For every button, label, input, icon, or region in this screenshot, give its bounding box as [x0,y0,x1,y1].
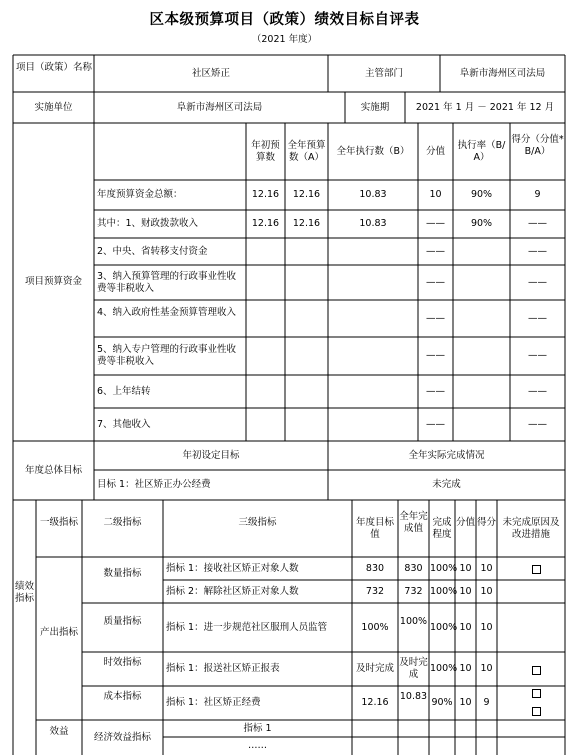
ind-header-completion: 完成程度 [432,517,452,540]
funds-executed: 10.83 [359,189,387,200]
ind-row-completion: 100% [430,586,458,597]
funds-score: —— [528,386,547,397]
funds-score: —— [528,218,547,229]
funds-score: —— [528,419,547,430]
funds-row-label: 3、纳入预算管理的行政事业性收费等非税收入 [97,271,237,294]
ind-benefit-label: 效益 [49,726,69,737]
ind-row-actual: 100% [399,616,428,627]
funds-full-year: 12.16 [292,189,321,200]
dept-label: 主管部门 [364,68,403,79]
reason-checkbox [532,565,541,574]
goals-actual-value: 未完成 [432,479,461,490]
reason-checkbox [532,666,541,675]
period-label: 实施期 [360,102,390,113]
funds-score: —— [528,313,547,324]
ind-row-actual: 及时完成 [399,657,428,680]
funds-row-label: 5、纳入专户管理的行政事业性收费等非税收入 [97,344,237,367]
header-executed: 全年执行数（B） [336,146,410,157]
funds-row-label: 其中：1、财政拨款收入 [97,218,199,229]
ind-row-completion: 100% [430,663,458,674]
ind-header-reason: 未完成原因及改进措施 [502,517,560,540]
funds-section-label: 项目预算资金 [24,276,82,287]
ind-row-score-value: 10 [459,622,472,633]
funds-score: —— [528,350,547,361]
ind-row-target: 830 [365,563,385,574]
period-value: 2021 年 1 月 － 2021 年 12 月 [415,102,555,113]
funds-score-value: —— [426,419,445,430]
ind-header-level3: 三级指标 [238,517,277,528]
funds-score-value: —— [426,246,445,257]
ind-row-target: 及时完成 [355,663,394,674]
ind-row-score: 10 [480,663,493,674]
goals-actual-header: 全年实际完成情况 [408,450,485,461]
ind-economic-row: …… [248,740,267,751]
ind-row-name: 指标 1：接收社区矫正对象人数 [166,563,299,574]
ind-row-target: 732 [365,586,385,597]
unit-value: 阜新市海州区司法局 [176,102,263,113]
ind-row-actual: 732 [404,586,423,597]
funds-score: 9 [534,189,541,200]
ind-header-level2: 二级指标 [103,517,142,528]
reason-checkbox [532,689,541,698]
funds-full-year: 12.16 [292,218,321,229]
ind-row-score: 10 [480,586,493,597]
ind-header-actual: 全年完成值 [399,511,428,534]
ind-section-label: 绩效指标 [14,581,34,604]
funds-initial: 12.16 [251,218,280,229]
ind-economic-row: 指标 1 [243,723,272,734]
ind-quantity-label: 数量指标 [103,568,142,579]
funds-score-value: 10 [429,189,442,200]
ind-row-target: 100% [361,622,389,633]
funds-score: —— [528,277,547,288]
ind-cost-label: 成本指标 [103,691,142,702]
ind-row-score: 10 [480,622,493,633]
header-full-year-budget: 全年预算数（A） [287,140,326,163]
ind-header-target: 年度目标值 [355,517,394,540]
header-score: 得分（分值*B/A） [511,134,564,157]
ind-row-score-value: 10 [459,563,472,574]
funds-score-value: —— [426,277,445,288]
report-title: 区本级预算项目（政策）绩效目标自评表 [149,12,420,28]
goals-section-label: 年度总体目标 [24,465,82,476]
ind-row-score-value: 10 [459,697,472,708]
funds-executed: 10.83 [359,218,387,229]
report-year: （2021 年度） [251,34,318,45]
funds-score-value: —— [426,386,445,397]
ind-row-score: 10 [480,563,493,574]
header-score-value: 分值 [425,146,445,157]
goals-initial-value: 目标 1：社区矫正办公经费 [97,479,211,490]
funds-rate: 90% [470,189,493,200]
ind-row-score: 9 [483,697,490,708]
goals-initial-header: 年初设定目标 [182,450,240,461]
funds-row-label: 年度预算资金总额： [97,189,183,200]
funds-score-value: —— [426,350,445,361]
ind-row-name: 指标 1：进一步规范社区服刑人员监管 [166,622,328,633]
funds-rate: 90% [470,218,493,229]
unit-label: 实施单位 [34,102,73,113]
ind-output-label: 产出指标 [39,627,78,638]
ind-row-score-value: 10 [459,586,472,597]
ind-row-name: 指标 1：报送社区矫正报表 [166,663,280,674]
ind-row-completion: 100% [430,622,458,633]
project-name: 社区矫正 [191,68,230,79]
funds-row-label: 7、其他收入 [97,419,151,430]
ind-header-score: 得分 [477,517,497,528]
dept-value: 阜新市海州区司法局 [459,68,546,79]
project-name-label: 项目（政策）名称 [16,62,93,73]
ind-row-completion: 100% [430,563,458,574]
ind-row-actual: 10.83 [399,691,428,702]
funds-score-value: —— [426,218,445,229]
ind-row-actual: 830 [404,563,423,574]
ind-economic-label: 经济效益指标 [93,732,151,743]
ind-header-level1: 一级指标 [39,517,78,528]
ind-row-name: 指标 2：解除社区矫正对象人数 [166,586,299,597]
reason-checkbox [532,707,541,716]
funds-row-label: 2、中央、省转移支付资金 [97,246,208,257]
header-exec-rate: 执行率（B/A） [457,140,506,163]
ind-timeliness-label: 时效指标 [103,657,142,668]
funds-score-value: —— [426,313,445,324]
funds-row-label: 4、纳入政府性基金预算管理收入 [97,307,237,318]
funds-row-label: 6、上年结转 [97,386,151,397]
funds-initial: 12.16 [251,189,280,200]
header-initial-budget: 年初预算数 [251,140,280,163]
ind-row-completion: 90% [431,697,453,708]
funds-score: —— [528,246,547,257]
ind-row-score-value: 10 [459,663,472,674]
ind-header-score-value: 分值 [456,517,476,528]
ind-row-name: 指标 1：社区矫正经费 [166,697,261,708]
ind-row-target: 12.16 [361,697,389,708]
ind-quality-label: 质量指标 [103,616,142,627]
